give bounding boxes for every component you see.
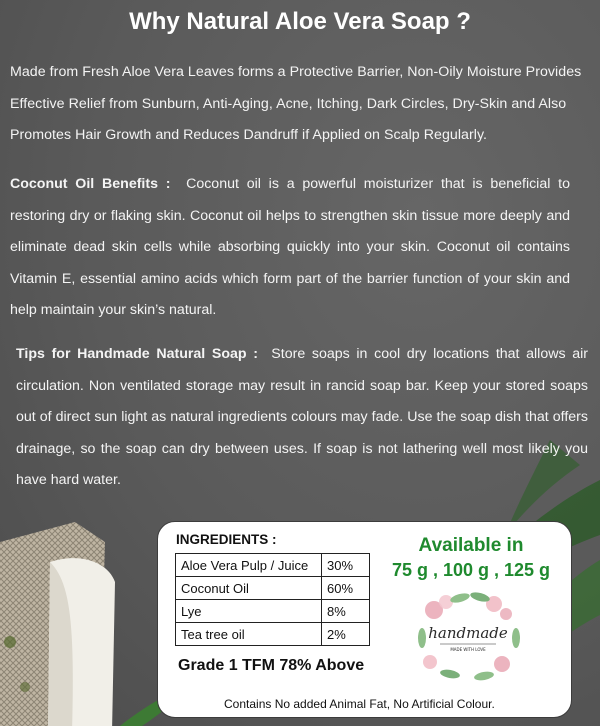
ingredient-name: Coconut Oil xyxy=(176,577,322,600)
table-row xyxy=(176,623,370,646)
tips-paragraph xyxy=(16,339,588,497)
ingredient-percent: 30% xyxy=(322,554,370,577)
logo-subtext: MADE WITH LOVE xyxy=(450,647,486,652)
ingredients-title: INGREDIENTS : xyxy=(176,532,277,547)
table-row xyxy=(176,600,370,623)
tips-lead: Tips for Handmade Natural Soap : xyxy=(16,346,258,362)
coconut-paragraph xyxy=(10,169,570,327)
ingredient-name: Tea tree oil xyxy=(176,623,322,646)
availability-block xyxy=(386,534,556,582)
ingredient-name: Aloe Vera Pulp / Juice xyxy=(176,554,322,577)
grade-label: Grade 1 TFM 78% Above xyxy=(178,657,365,674)
table-row xyxy=(176,577,370,600)
ingredients-table xyxy=(175,553,370,646)
coconut-text: Coconut oil is a powerful moisturizer that is beneficial to restoring dry or flaking skin. Coconut oil helps to strengthen skin tissue more deeply and eliminate dead skin cells while absorbing quickly into your skin. Coconut oil contains Vitamin E, essential amino acids which form part of the barrier function of your skin and help maintain your skin’s natural. xyxy=(10,176,570,318)
handmade-logo xyxy=(410,588,526,684)
coconut-lead: Coconut Oil Benefits : xyxy=(10,176,171,192)
table-row xyxy=(176,554,370,577)
tips-text: Store soaps in cool dry locations that allows air circulation. Non ventilated storage may result in rancid soap bar. Keep your stored soaps out of direct sun light as natural ingredients colours may fade. Use the soap dish that offers drainage, so the soap can dry between uses. If soap is not lathering well most likely you have hard water. xyxy=(16,346,588,488)
ingredient-percent: 60% xyxy=(322,577,370,600)
ingredient-percent: 8% xyxy=(322,600,370,623)
ingredient-name: Lye xyxy=(176,600,322,623)
logo-text: handmade xyxy=(428,624,508,642)
soap-bar-image xyxy=(0,522,120,726)
ingredient-percent: 2% xyxy=(322,623,370,646)
available-sizes: 75 g , 100 g , 125 g xyxy=(391,560,551,580)
product-info-card xyxy=(157,521,572,718)
intro-paragraph: Made from Fresh Aloe Vera Leaves forms a Protective Barrier, Non-Oily Moisture Provides Effective Relief from Sunburn, Anti-Aging, Acne, Itching, Dark Circles, Dry-Skin and Also Promotes Hair Growth and Reduces Dandruff if Applied on Scalp Regularly. xyxy=(10,64,582,143)
available-label: Available in xyxy=(418,535,524,556)
contains-note: Contains No added Animal Fat, No Artificial Colour. xyxy=(224,697,495,711)
page-title: Why Natural Aloe Vera Soap ? xyxy=(129,8,471,35)
